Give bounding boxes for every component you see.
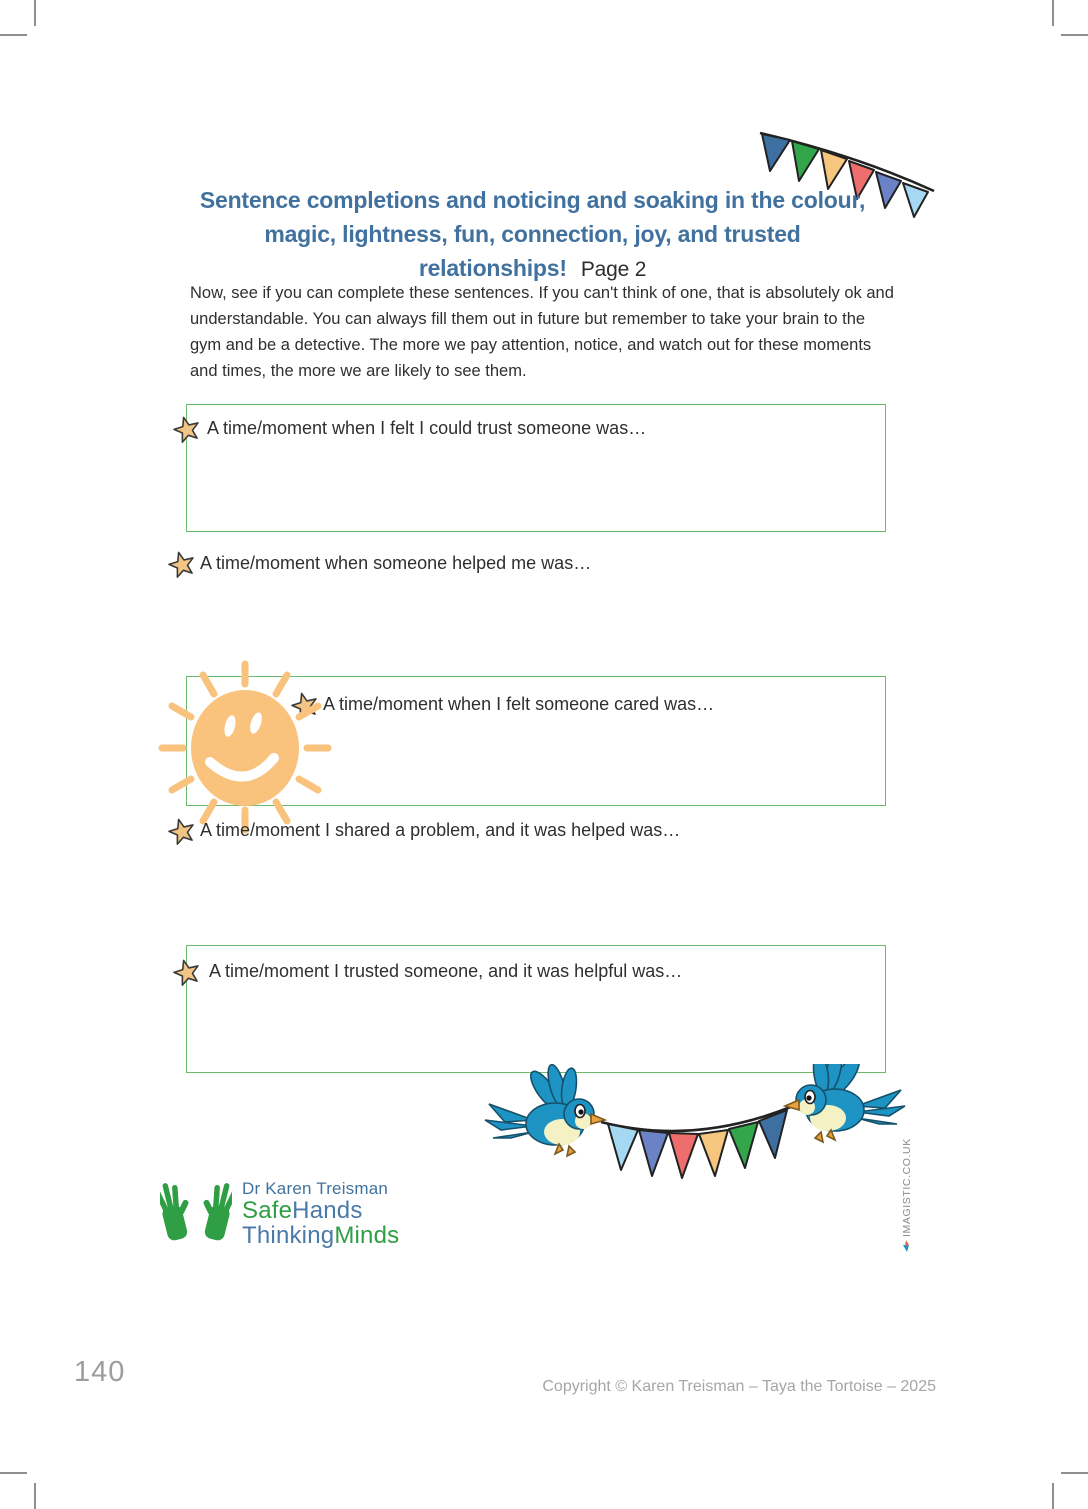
- answer-box-5[interactable]: [186, 945, 886, 1073]
- prompt-1-text: A time/moment when I felt I could trust someone was…: [207, 418, 647, 438]
- copyright-notice: Copyright © Karen Treisman – Taya the Tortoise – 2025: [542, 1378, 936, 1395]
- prompt-5-text: A time/moment I trusted someone, and it was helpful was…: [209, 961, 683, 981]
- crop-mark: [34, 1483, 36, 1509]
- crop-mark: [34, 0, 36, 26]
- logo-safehands: SafeHands: [242, 1197, 363, 1225]
- prompt-3-text: A time/moment when I felt someone cared was…: [323, 694, 715, 714]
- page-number: 140: [74, 1356, 126, 1388]
- star-icon: [166, 548, 198, 580]
- sun-illustration: [150, 648, 340, 838]
- page-title: [160, 183, 905, 287]
- star-icon: [166, 815, 198, 847]
- crop-mark: [0, 1472, 27, 1474]
- logo-author-name: Dr Karen Treisman: [242, 1179, 389, 1198]
- logo-thinkingminds: ThinkingMinds: [242, 1222, 400, 1250]
- bird-right: [785, 1064, 905, 1142]
- page-number-label: Page 2: [580, 258, 647, 281]
- crop-mark: [0, 34, 27, 36]
- crop-mark: [1061, 34, 1088, 36]
- bird-left: [485, 1064, 605, 1156]
- star-icon: [171, 956, 203, 988]
- prompt-2-text: A time/moment when someone helped me was…: [200, 553, 592, 573]
- star-icon: [171, 413, 203, 445]
- safe-hands-icon: [160, 1176, 232, 1260]
- crop-mark: [1052, 0, 1054, 26]
- page-title-line2: magic, lightness, fun, connection, joy, and trusted relationships! Page 2: [264, 221, 801, 281]
- page-title-line1: Sentence completions and noticing and soaking in the colour,: [199, 187, 866, 213]
- prompt-4-text: A time/moment I shared a problem, and it was helped was…: [200, 820, 681, 840]
- brand-logo: [160, 1176, 399, 1260]
- crop-mark: [1061, 1472, 1088, 1474]
- mini-bird-icon: [900, 1240, 910, 1252]
- intro-paragraph: Now, see if you can complete these sentences. If you can't think of one, that is absolutely ok and understandable. You can always fill them out in future but remember to take your brain to the gym and be a detective. The more we pay attention, notice, and watch out for these moments and times, the more we are likely to see them.: [190, 284, 894, 380]
- crop-mark: [1052, 1483, 1054, 1509]
- answer-box-1[interactable]: [186, 404, 886, 532]
- birds-bunting-illustration: [483, 1064, 907, 1194]
- illustrator-watermark: IMAGISTIC.CO.UK: [872, 1148, 982, 1258]
